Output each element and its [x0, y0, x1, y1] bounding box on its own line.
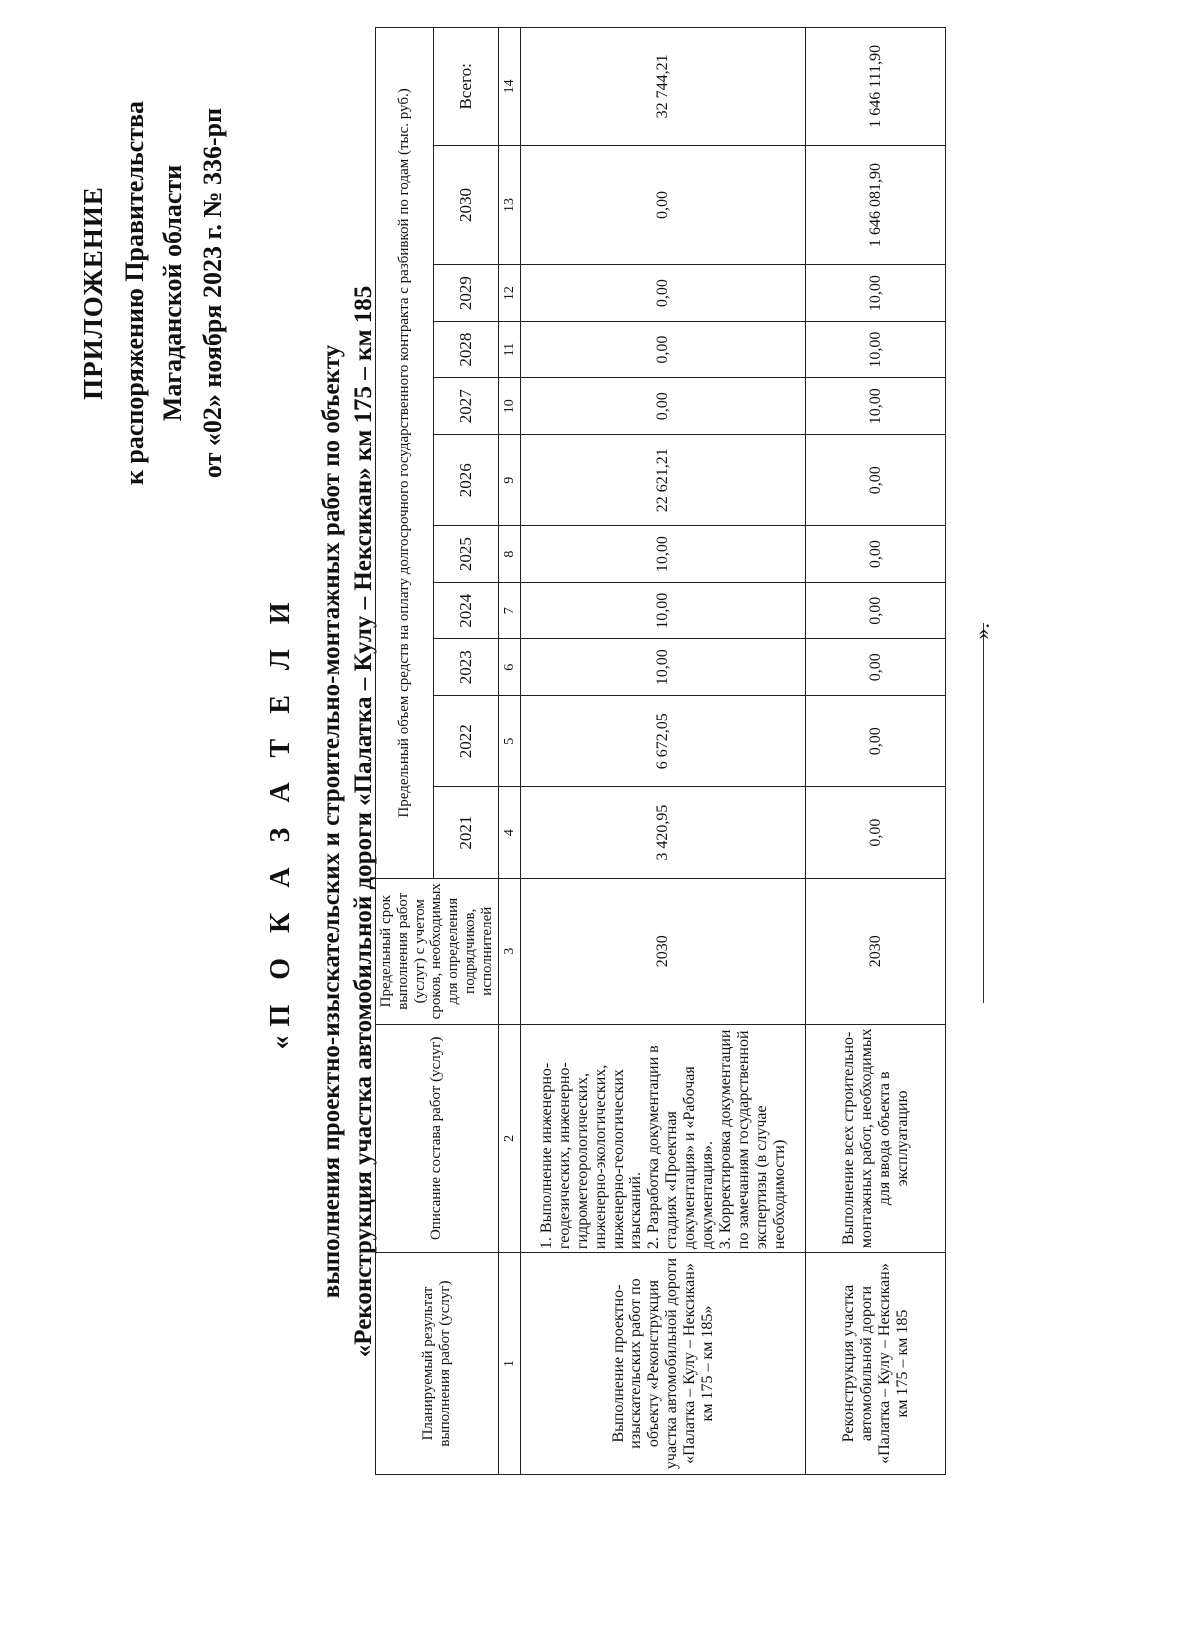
column-number: 9 — [498, 435, 521, 526]
annex-reference-line-1: к распоряжению Правительства — [120, 100, 149, 486]
row-value: 0,00 — [806, 582, 946, 639]
row-value: 1 646 081,90 — [806, 145, 946, 265]
row-total: 1 646 111,90 — [806, 28, 946, 146]
row-value: 3 420,95 — [521, 787, 806, 878]
row-value: 0,00 — [521, 378, 806, 435]
row-value: 10,00 — [521, 582, 806, 639]
header-year: 2026 — [434, 435, 498, 526]
column-number: 11 — [498, 321, 521, 378]
row-value: 0,00 — [521, 145, 806, 265]
header-work-description: Описание состава работ (услуг) — [376, 1024, 499, 1252]
annex-title: ПРИЛОЖЕНИЕ — [78, 186, 108, 400]
row-value: 0,00 — [806, 696, 946, 787]
header-year: 2030 — [434, 145, 498, 265]
column-number: 14 — [498, 28, 521, 146]
row-value: 0,00 — [806, 435, 946, 526]
column-number: 10 — [498, 378, 521, 435]
column-number: 4 — [498, 787, 521, 878]
annex-reference-line-2: Магаданской области — [158, 164, 187, 422]
row-value: 6 672,05 — [521, 696, 806, 787]
row-value: 10,00 — [521, 639, 806, 696]
column-number: 1 — [498, 1253, 521, 1475]
row-value: 10,00 — [806, 265, 946, 322]
closing-line — [955, 623, 994, 1003]
column-number: 8 — [498, 526, 521, 583]
column-number: 13 — [498, 145, 521, 265]
header-year: 2029 — [434, 265, 498, 322]
header-planned-result: Планируемый результат выполнения работ (услуг) — [376, 1253, 499, 1475]
row-value: 22 621,21 — [521, 435, 806, 526]
row-value: 0,00 — [806, 639, 946, 696]
row-planned-result: Выполнение проектно-изыскательских работ по объекту «Реконструкция участка автомобильной дороги «Палатка – Кулу – Нексикан» км 175 – км 185» — [521, 1253, 806, 1475]
document-subtitle-line-2: «Реконструкция участка автомобильной дороги «Палатка – Кулу – Нексикан» км 175 – км 185 — [350, 285, 377, 1358]
document-title: «П О К А З А Т Е Л И — [265, 593, 296, 1050]
header-deadline: Предельный срок выполнения работ (услуг) с учетом сроков, необходимых для определения подрядчиков, исполнителей — [376, 878, 499, 1024]
row-deadline: 2030 — [806, 878, 946, 1024]
header-year: 2028 — [434, 321, 498, 378]
indicators-table — [375, 27, 946, 1475]
column-number: 12 — [498, 265, 521, 322]
table-row — [521, 28, 806, 1475]
row-value: 0,00 — [806, 526, 946, 583]
header-year: 2022 — [434, 696, 498, 787]
header-funding-group: Предельный объем средств на оплату долгосрочного государственного контракта с разбивкой по годам (тыс. руб.) — [376, 28, 434, 879]
table-header-row-1 — [376, 28, 434, 1475]
row-deadline: 2030 — [521, 878, 806, 1024]
row-value: 0,00 — [521, 321, 806, 378]
header-year: 2024 — [434, 582, 498, 639]
table-row — [806, 28, 946, 1475]
column-number: 5 — [498, 696, 521, 787]
header-year: 2021 — [434, 787, 498, 878]
row-value: 10,00 — [806, 378, 946, 435]
row-value: 0,00 — [521, 265, 806, 322]
row-work-description: Выполнение всех строительно-монтажных работ, необходимых для ввода объекта в эксплуатацию — [806, 1024, 946, 1252]
header-year: 2027 — [434, 378, 498, 435]
closing-quote: ». — [969, 623, 994, 640]
column-number: 6 — [498, 639, 521, 696]
row-value: 10,00 — [806, 321, 946, 378]
header-total: Всего: — [434, 28, 498, 146]
annex-reference-line-3: от «02» ноября 2023 г. № 336-рп — [198, 107, 227, 479]
row-planned-result: Реконструкция участка автомобильной дороги «Палатка – Кулу – Нексикан» км 175 – км 185 — [806, 1253, 946, 1475]
row-total: 32 744,21 — [521, 28, 806, 146]
row-value: 10,00 — [521, 526, 806, 583]
column-number: 7 — [498, 582, 521, 639]
column-number: 3 — [498, 878, 521, 1024]
row-value: 0,00 — [806, 787, 946, 878]
column-number-row — [498, 28, 521, 1475]
row-work-description: 1. Выполнение инженерно-геодезических, инженерно-гидрометеорологических, инженерно-экологических, инженерно-геологических изысканий. 2. Разработка документации в стадиях «Проектная документация» и «Рабочая документация». 3. Корректировка документации по замечаниям государственной экспертизы (в случае необходимости) — [521, 1024, 806, 1252]
header-year: 2023 — [434, 639, 498, 696]
column-number: 2 — [498, 1024, 521, 1252]
header-year: 2025 — [434, 526, 498, 583]
document-subtitle-line-1: выполнения проектно-изыскательских и строительно-монтажных работ по объекту — [318, 344, 345, 1299]
